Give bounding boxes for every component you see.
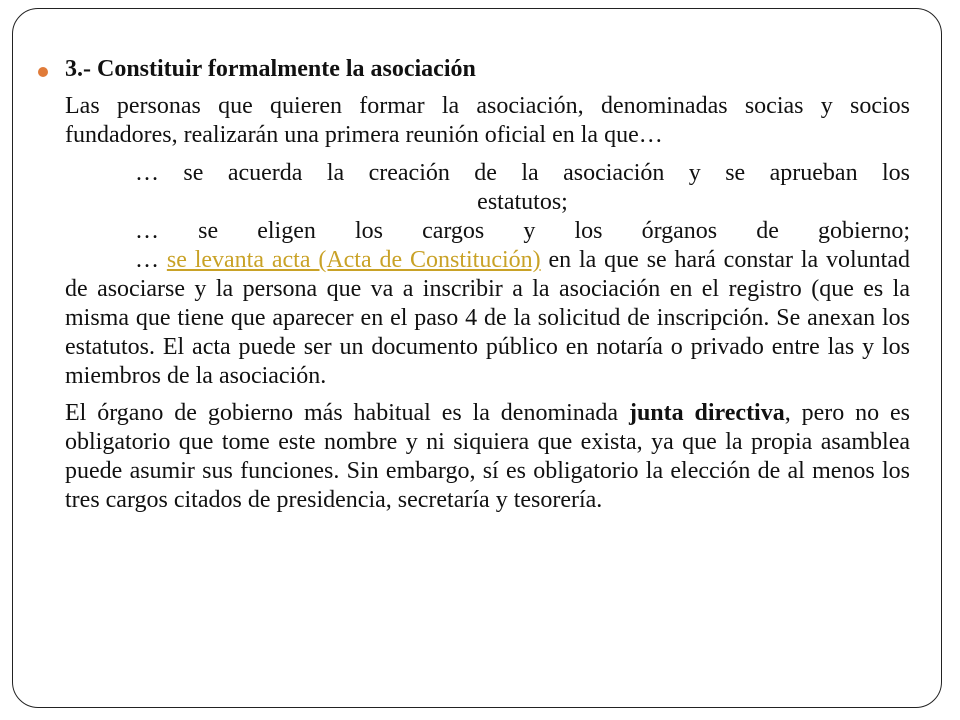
clause-creation-cont: estatutos; <box>477 189 568 215</box>
governance-text-post: , pero no es obligatorio que tome este nombre y ni siquiera que exista, ya que la propia asamblea puede asumir sus funciones. Sin embargo, sí es obligatorio la elección de al menos los tres cargos citados de presidencia, secretaría y tesorería. <box>65 400 910 513</box>
clause-minutes-prefix: … <box>135 247 167 273</box>
governance-paragraph <box>65 399 910 515</box>
acta-constitucion-link[interactable]: se levanta acta (Acta de Constitución) <box>166 247 541 273</box>
clause-positions: … se eligen los cargos y los órganos de gobierno; <box>135 218 910 244</box>
slide-content <box>65 55 910 515</box>
clause-creation: … se acuerda la creación de la asociación y se aprueban los <box>135 160 910 186</box>
bullet-icon <box>38 67 48 77</box>
clause-minutes-text: en la que se hará constar la voluntad de asociarse y la persona que va a inscribir a la asociación en el registro (que es la misma que tiene que aparecer en el paso 4 de la solicitud de inscripción. Se anexan los estatutos. El acta puede ser un documento público en notaría o privado entre las y los miembros de la asociación. <box>65 247 911 389</box>
intro-paragraph: Las personas que quieren formar la asociación, denominadas socias y socios fundadores, realizarán una primera reunión oficial en la que… <box>65 93 910 148</box>
governance-text-pre: El órgano de gobierno más habitual es la denominada <box>65 400 629 426</box>
junta-directiva-term: junta directiva <box>628 400 785 426</box>
clause-minutes <box>65 246 910 391</box>
section-heading: 3.- Constituir formalmente la asociación <box>65 56 476 82</box>
